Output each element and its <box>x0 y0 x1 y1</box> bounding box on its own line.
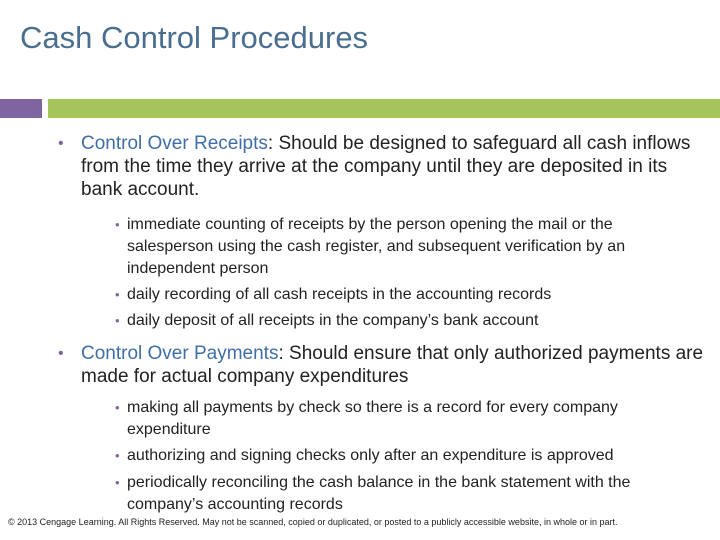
payments-item <box>115 472 695 516</box>
bullet-icon: • <box>115 400 120 415</box>
payments-point <box>58 342 708 388</box>
payments-heading: Control Over Payments <box>81 343 279 364</box>
bullet-icon: • <box>115 475 120 490</box>
payments-item-text: authorizing and signing checks only after an expenditure is approved <box>127 447 614 464</box>
copyright-footer: © 2013 Cengage Learning. All Rights Reserved. May not be scanned, copied or duplicated, or posted to a publicly accessible website, in whole or in part. <box>8 517 618 527</box>
payments-item <box>115 397 695 441</box>
payments-item <box>115 445 695 467</box>
receipts-description: : Should be designed to safeguard all cash inflows from the time they arrive at the company until they are deposited in its bank account. <box>81 133 691 200</box>
bullet-icon: • <box>115 287 120 302</box>
accent-bar-green <box>48 99 720 118</box>
payments-item-text: making all payments by check so there is a record for every company expenditure <box>127 399 618 438</box>
receipts-point <box>58 132 708 201</box>
receipts-item <box>115 214 695 280</box>
bullet-icon: • <box>115 448 120 463</box>
bullet-icon: • <box>115 313 120 328</box>
payments-text <box>81 342 708 388</box>
receipts-item-text: daily deposit of all receipts in the company’s bank account <box>127 312 539 329</box>
page-title: Cash Control Procedures <box>20 20 369 55</box>
bullet-icon: • <box>58 345 64 362</box>
bullet-icon: • <box>58 135 64 152</box>
receipts-item-text: immediate counting of receipts by the person opening the mail or the salesperson using the cash register, and subsequent verification by an independent person <box>127 216 626 277</box>
receipts-heading: Control Over Receipts <box>81 133 268 154</box>
payments-item-text: periodically reconciling the cash balance in the bank statement with the company’s accounting records <box>127 474 631 513</box>
receipts-text <box>81 132 708 201</box>
receipts-item <box>115 284 695 306</box>
receipts-item-text: daily recording of all cash receipts in the accounting records <box>127 286 552 303</box>
receipts-item <box>115 310 695 332</box>
bullet-icon: • <box>115 217 120 232</box>
accent-bar-purple <box>0 99 42 118</box>
payments-description: : Should ensure that only authorized payments are made for actual company expenditures <box>81 343 704 387</box>
